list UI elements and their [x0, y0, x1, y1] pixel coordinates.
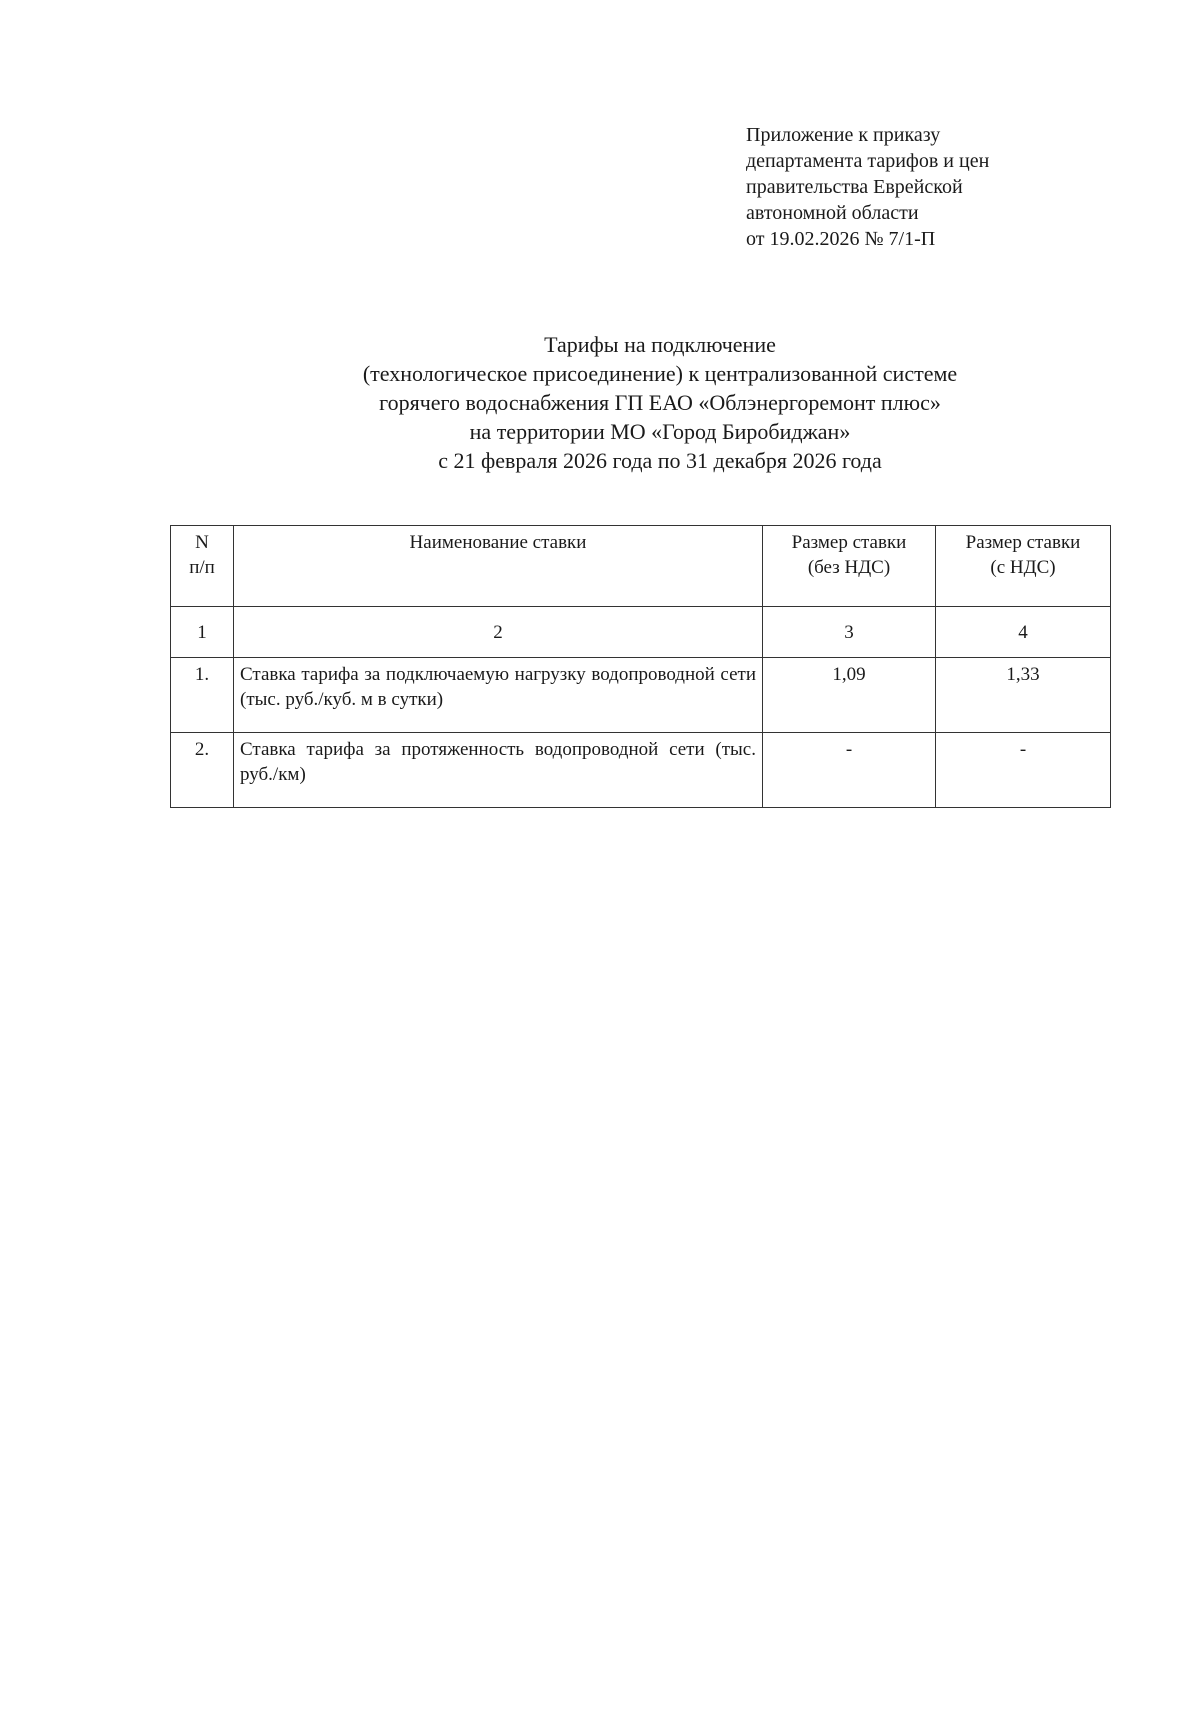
title-line: на территории МО «Город Биробиджан»	[469, 419, 851, 444]
header-num-line2: п/п	[189, 557, 215, 578]
header-vat-line2: (с НДС)	[990, 557, 1056, 578]
header-no-vat	[763, 526, 936, 607]
header-name: Наименование ставки	[234, 526, 763, 607]
column-number: 4	[936, 607, 1111, 658]
title-period: с 21 февраля 2026 года по 31 декабря 2026 года	[438, 448, 882, 473]
header-vat-line1: Размер ставки	[965, 532, 1081, 553]
row-name: Ставка тарифа за подключаемую нагрузку водопроводной сети (тыс. руб./куб. м в сутки)	[234, 658, 763, 733]
appendix-line: правительства Еврейской	[746, 176, 963, 198]
appendix-line: Приложение к приказу	[746, 124, 941, 146]
appendix-line: департамента тарифов и цен	[746, 150, 990, 172]
column-number: 1	[171, 607, 234, 658]
header-num-line1: N	[195, 532, 209, 553]
column-number: 3	[763, 607, 936, 658]
row-no-vat: 1,09	[763, 658, 936, 733]
header-vat	[936, 526, 1111, 607]
appendix-order-date: от 19.02.2026 № 7/1-П	[746, 228, 936, 250]
title-line: горячего водоснабжения ГП ЕАО «Облэнергоремонт плюс»	[379, 390, 941, 415]
table-row	[171, 658, 1111, 733]
row-num: 1.	[171, 658, 234, 733]
title-line: (технологическое присоединение) к централизованной системе	[362, 361, 958, 386]
appendix-line: автономной области	[746, 202, 919, 224]
header-num	[171, 526, 234, 607]
row-no-vat: -	[763, 733, 936, 808]
row-num: 2.	[171, 733, 234, 808]
document-title	[230, 330, 1090, 475]
title-line: Тарифы на подключение	[544, 332, 776, 357]
row-vat: 1,33	[936, 658, 1111, 733]
header-no-vat-line1: Размер ставки	[791, 532, 907, 553]
header-no-vat-line2: (без НДС)	[807, 557, 891, 578]
appendix-block	[746, 122, 989, 252]
tariff-table	[170, 525, 1111, 808]
column-number: 2	[234, 607, 763, 658]
row-name: Ставка тарифа за протяженность водопроводной сети (тыс. руб./км)	[234, 733, 763, 808]
table-row	[171, 733, 1111, 808]
row-vat: -	[936, 733, 1111, 808]
header-row	[171, 526, 1111, 607]
column-number-row	[171, 607, 1111, 658]
